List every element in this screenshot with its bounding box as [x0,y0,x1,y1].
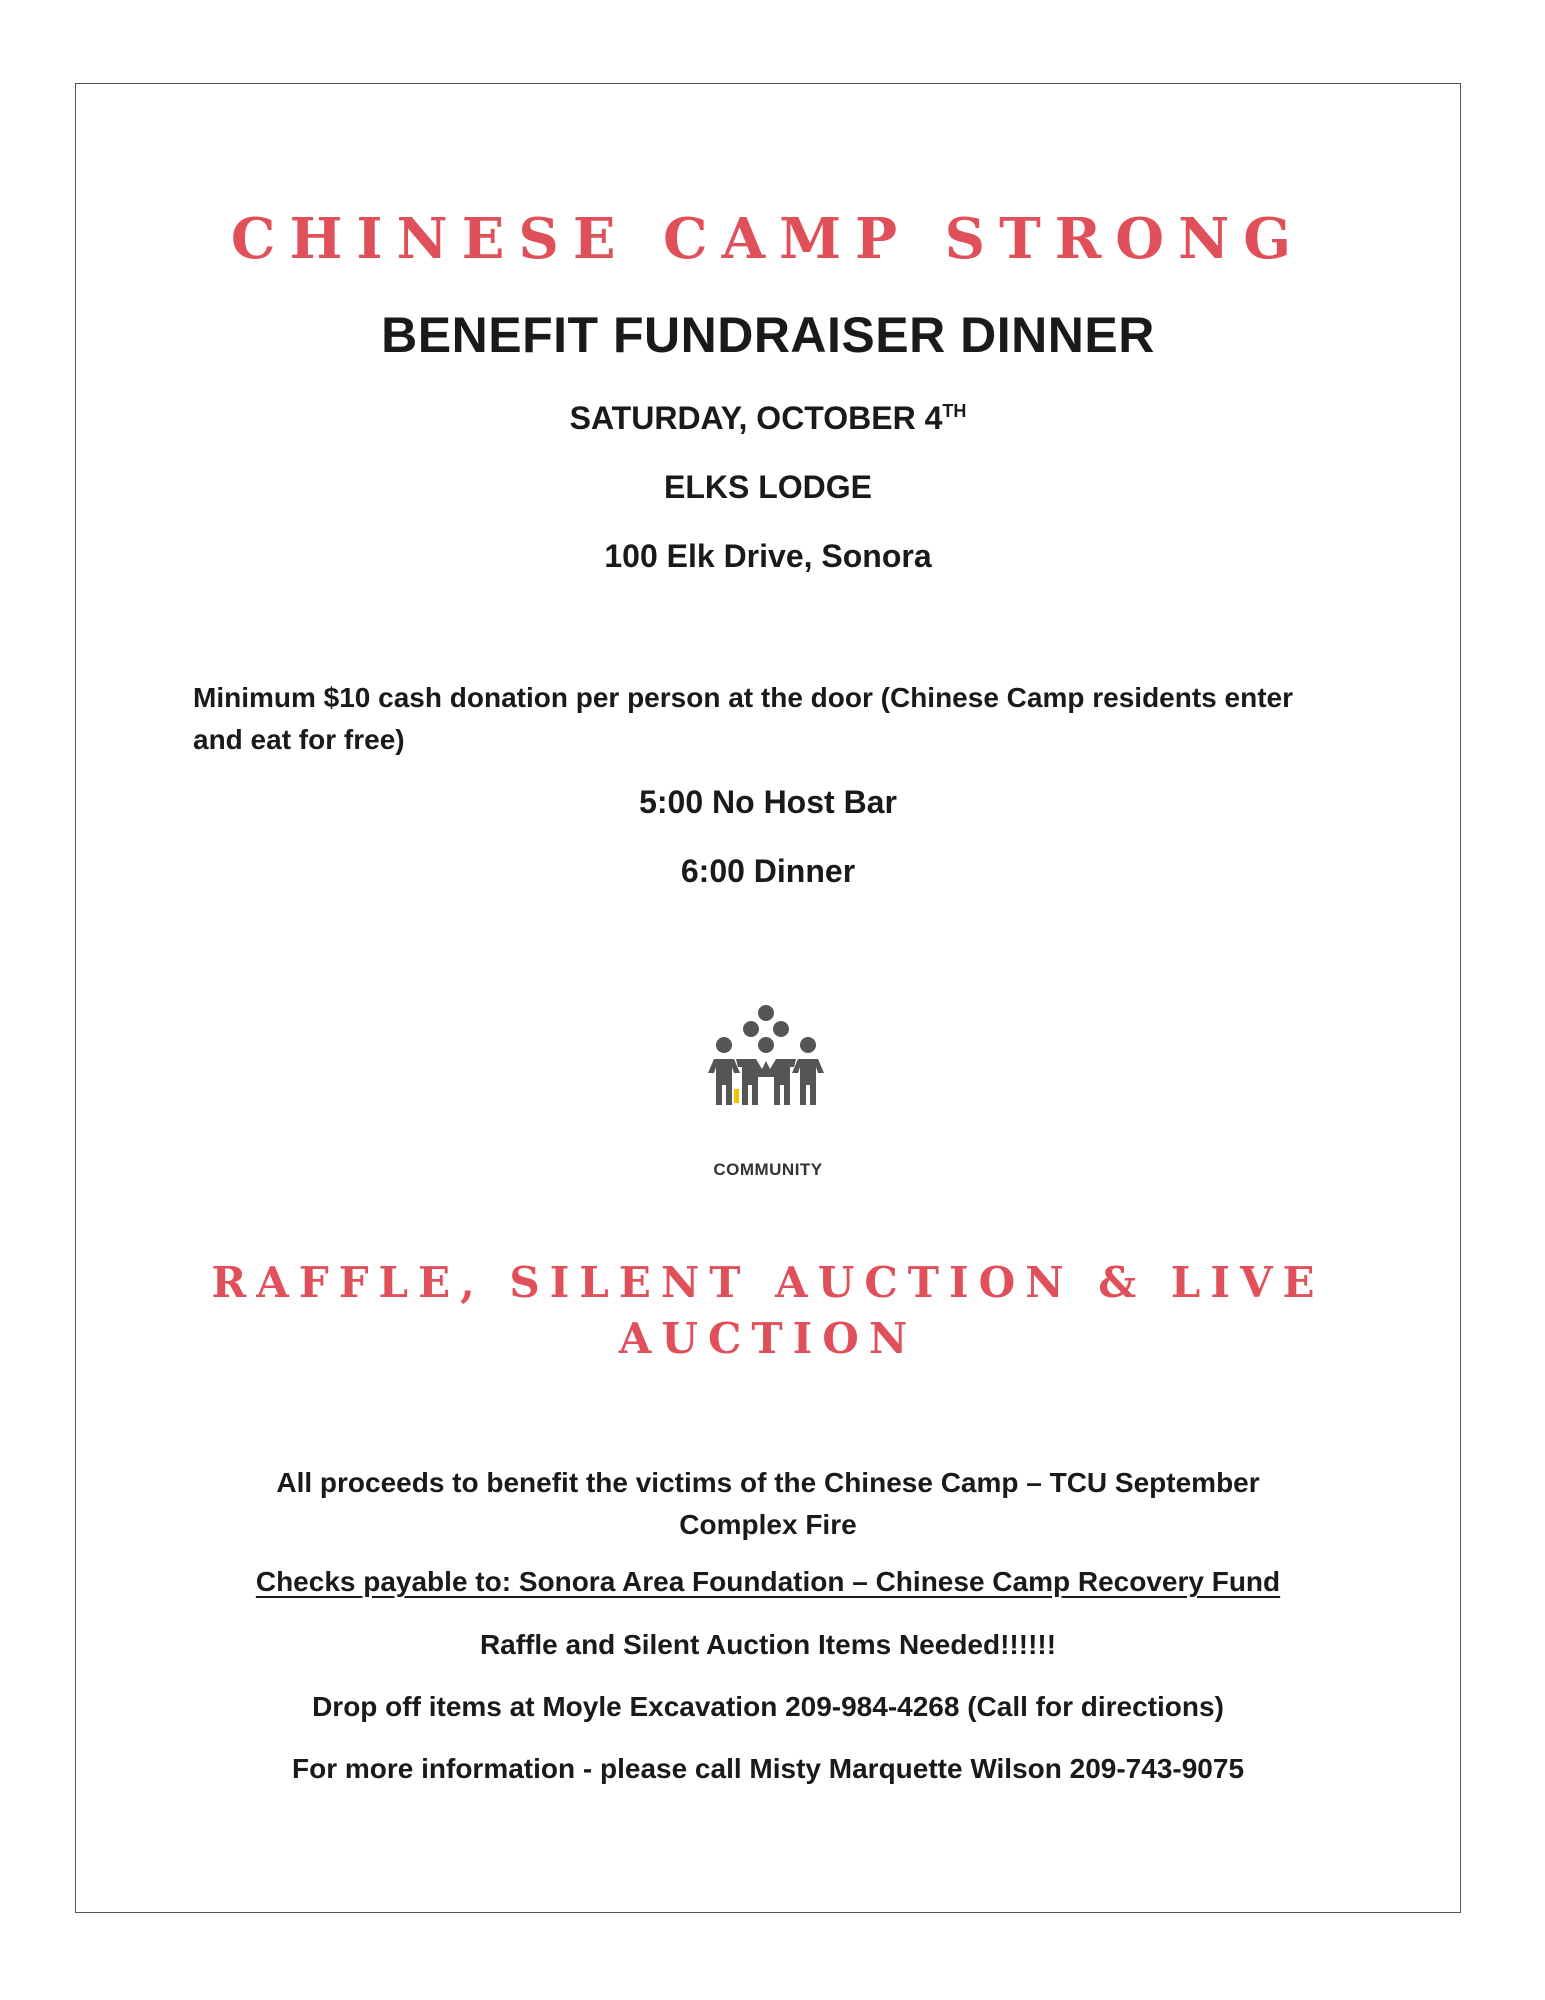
schedule-dinner: 6:00 Dinner [680,853,856,889]
event-venue: ELKS LODGE [663,469,872,505]
event-address: 100 Elk Drive, Sonora [604,538,932,574]
flyer-subtitle: BENEFIT FUNDRAISER DINNER [381,307,1155,363]
event-date-main: SATURDAY, OCTOBER 4 [569,400,943,436]
checks-payable: Checks payable to: Sonora Area Foundation – Chinese Camp Recovery Fund [255,1566,1281,1597]
event-date [75,400,1461,437]
items-needed: Raffle and Silent Auction Items Needed!!!!!! [479,1629,1057,1660]
flyer-title: CHINESE CAMP STRONG [230,206,1306,272]
schedule-bar: 5:00 No Host Bar [639,784,897,820]
event-date-suffix: TH [942,401,967,421]
raffle-heading-line-2: AUCTION [618,1314,918,1363]
logo-caption: COMMUNITY [713,1160,823,1179]
donation-note: Minimum $10 cash donation per person at the door (Chinese Camp residents enter and eat for free) [193,682,1293,755]
contact-info: For more information - please call Misty Marquette Wilson 209-743-9075 [291,1753,1245,1784]
raffle-heading-line-1: RAFFLE, SILENT AUCTION & LIVE [211,1258,1325,1307]
proceeds-note: All proceeds to benefit the victims of the Chinese Camp – TCU September Complex Fire [276,1467,1260,1540]
community-people-icon [700,1003,832,1123]
dropoff-info: Drop off items at Moyle Excavation 209-984-4268 (Call for directions) [312,1691,1224,1722]
